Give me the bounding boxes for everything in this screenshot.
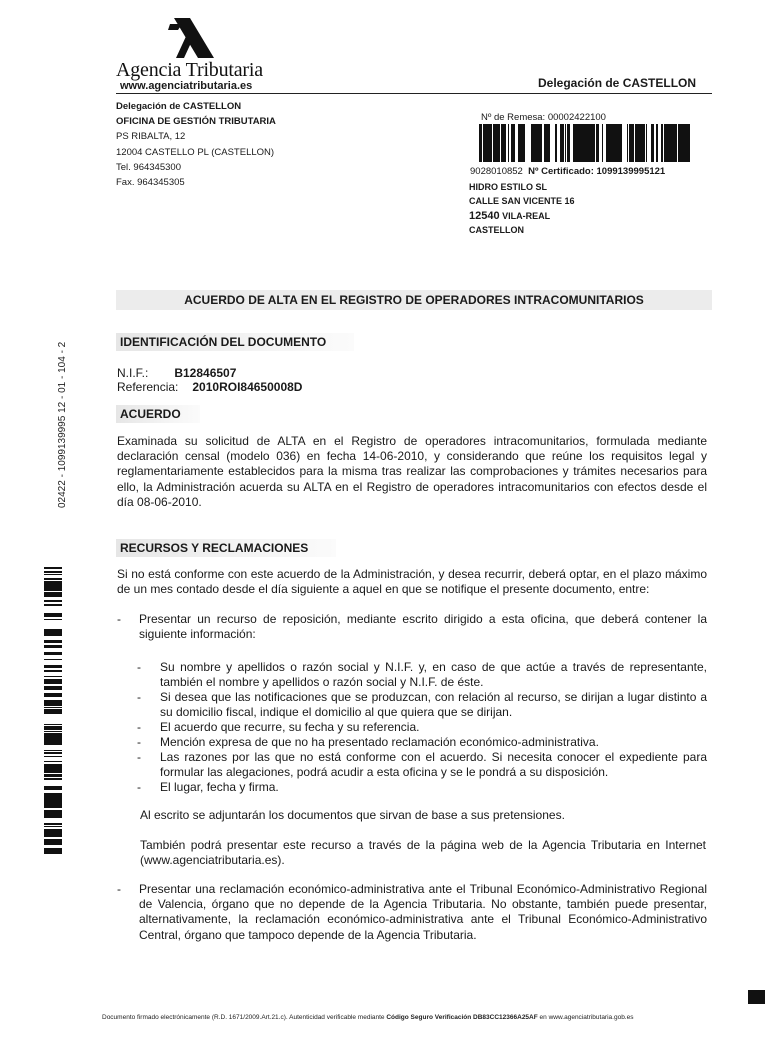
adjuntaran-paragraph: Al escrito se adjuntarán los documentos que sirvan de base a sus pretensiones.	[140, 808, 565, 822]
footer-signature-note	[102, 1014, 633, 1021]
office-line: 12004 CASTELLO PL (CASTELLON)	[116, 146, 275, 158]
recipient-address	[469, 180, 575, 237]
dash-marker: -	[117, 612, 121, 626]
dash-marker: -	[137, 735, 141, 749]
certificate-line	[470, 166, 665, 177]
recipient-street: CALLE SAN VICENTE 16	[469, 196, 575, 207]
office-line: Fax. 964345305	[116, 177, 185, 189]
side-barcode-icon	[44, 566, 62, 856]
document-title: ACUERDO DE ALTA EN EL REGISTRO DE OPERADORES INTRACOMUNITARIOS	[184, 293, 644, 307]
remesa-number: Nº de Remesa: 00002422100	[481, 112, 606, 123]
footer-suffix: en www.agenciatributaria.gob.es	[539, 1014, 634, 1021]
recursos-intro: Si no está conforme con este acuerdo de la Administración, y desea recurrir, deberá optar, en el plazo máximo de un mes contado desde el día siguiente a aquel en que se notifique el presente documento, entre:	[117, 567, 707, 597]
recipient-province: CASTELLON	[469, 224, 524, 235]
list-item-text: El lugar, fecha y firma.	[160, 780, 279, 794]
dash-marker: -	[117, 882, 121, 896]
section-heading-acuerdo: ACUERDO	[116, 405, 200, 423]
reference-row	[117, 380, 302, 394]
footer-csv: Código Seguro Verificación DB83CC12366A25AF	[386, 1014, 538, 1021]
office-line: PS RIBALTA, 12	[116, 131, 186, 143]
footer-prefix: Documento firmado electrónicamente (R.D. 1671/2009.Art.21.c). Autenticidad verificable mediante	[102, 1014, 385, 1021]
office-line: Delegación de CASTELLON	[116, 101, 242, 112]
side-reference-code: 02422 - 1099139995 12 - 01 - 104 - 2	[57, 341, 68, 508]
dash-marker: -	[137, 780, 141, 794]
acuerdo-paragraph: Examinada su solicitud de ALTA en el Registro de operadores intracomunitarios, formulada mediante declaración censal (modelo 036) en fecha 14-06-2010, y considerando que reúne los requisitos legal y reglamentariamente establecidos para la misma tras realizar las comprobaciones y trámites necesarios para ello, la Administración acuerda su ALTA en el Registro de operadores intracomunitarios con efectos desde el día 08-06-2010.	[117, 434, 707, 509]
scan-corner-mark	[748, 990, 765, 1004]
delegation-heading: Delegación de CASTELLON	[538, 76, 697, 90]
web-paragraph: También podrá presentar este recurso a través de la página web de la Agencia Tributaria en Internet (www.agenciatributaria.es).	[140, 838, 706, 868]
nif-label: N.I.F.:	[117, 366, 149, 380]
section-heading-identificacion: IDENTIFICACIÓN DEL DOCUMENTO	[116, 333, 354, 351]
nif-value: B12846507	[174, 366, 237, 380]
office-line: OFICINA DE GESTIÓN TRIBUTARIA	[116, 116, 276, 128]
list-item-text: Si desea que las notificaciones que se produzcan, con relación al recurso, se dirijan a lugar distinto a su domicilio fiscal, indique el domicilio al que quiera que se dirijan.	[160, 690, 707, 720]
dash-marker: -	[137, 720, 141, 734]
list-item-text: El acuerdo que recurre, su fecha y su referencia.	[160, 720, 420, 734]
agency-url[interactable]: www.agenciatributaria.es	[120, 80, 253, 92]
dash-marker: -	[137, 660, 141, 674]
nif-row	[117, 366, 236, 380]
list-item-text: Su nombre y apellidos o razón social y N.I.F. y, en caso de que actúe a través de representante, también el nombre y apellidos o razón social y N.I.F. de éste.	[160, 660, 707, 690]
recipient-town: VILA-REAL	[502, 210, 551, 221]
agencia-tributaria-logo-icon	[168, 18, 216, 58]
reference-label: Referencia:	[117, 380, 179, 394]
barcode-number: 9028010852	[470, 166, 523, 177]
office-address	[116, 99, 276, 190]
header-divider	[116, 93, 712, 94]
barcode-icon	[479, 124, 691, 162]
list-item-text: Mención expresa de que no ha presentado reclamación económico-administrativa.	[160, 735, 599, 749]
document-title-bar	[116, 290, 712, 310]
dash-marker: -	[137, 750, 141, 764]
recipient-postal-code: 12540	[469, 209, 500, 222]
section-heading-recursos: RECURSOS Y RECLAMACIONES	[116, 539, 336, 557]
agency-name: Agencia Tributaria	[116, 59, 263, 81]
list-item-text: Las razones por las que no está conforme con el acuerdo. Si necesita conocer el expediente para formular las alegaciones, podrá acudir a esta oficina y se le pondrá a su disposición.	[160, 750, 707, 780]
certificate-number: Nº Certificado: 1099139995121	[528, 166, 666, 177]
office-line: Tel. 964345300	[116, 161, 181, 173]
dash-marker: -	[137, 690, 141, 704]
recipient-name: HIDRO ESTILO SL	[469, 182, 548, 192]
option-text: Presentar una reclamación económico-administrativa ante el Tribunal Económico-Administrativo Regional de Valencia, órgano que no depende de la Agencia Tributaria. No obstante, también puede presentar, alternativamente, la reclamación económico-administrativa ante el Tribunal Económico-Administrativo Central, órgano que tampoco depende de la Agencia Tributaria.	[139, 882, 707, 942]
option-text: Presentar un recurso de reposición, mediante escrito dirigido a esta oficina, que deberá contener la siguiente información:	[139, 612, 707, 642]
reference-value: 2010ROI84650008D	[192, 380, 303, 394]
